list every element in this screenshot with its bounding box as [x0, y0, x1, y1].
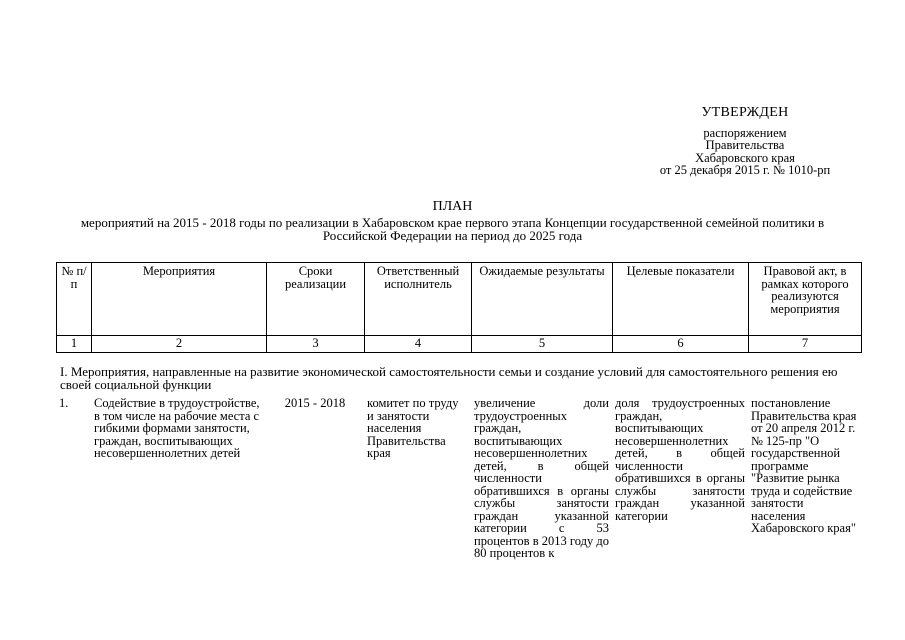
plan-table-header — [56, 262, 862, 353]
column-number: 3 — [267, 336, 365, 353]
column-number: 5 — [472, 336, 613, 353]
plan-table-body — [56, 397, 861, 560]
approval-line: распоряжением — [703, 125, 787, 140]
row-executor: комитет по труду и занятости населения Правительства края — [367, 396, 459, 460]
column-number: 6 — [613, 336, 749, 353]
column-header-legal-act: Правовой акт, в рамках которого реализуются мероприятия — [749, 263, 862, 336]
column-header-period: Сроки реализации — [267, 263, 365, 336]
plan-title: ПЛАН — [432, 199, 473, 214]
column-number: 1 — [57, 336, 92, 353]
table-row — [56, 397, 861, 560]
row-legal-act: постановление Правительства края от 20 апреля 2012 г. № 125-пр "О государственной программе "Развитие рынка труда и содействие занятости населения Хабаровского края" — [751, 396, 857, 535]
section-heading: I. Мероприятия, направленные на развитие экономической самостоятельности семьи и создание условий для самостоятельного решения ею своей социальной функции — [60, 364, 838, 392]
column-numbers-row — [57, 336, 862, 353]
row-indicators: доля трудоустроенных граждан, воспитывающих несовершеннолетних детей, в общей численности обратившихся в органы службы занятости граждан указанной категории — [615, 396, 745, 523]
header-row — [57, 263, 862, 336]
row-activity: Содействие в трудоустройстве, в том числе на рабочие места с гибкими формами занятости, граждан, воспитывающих несовершеннолетних детей — [94, 396, 260, 460]
approval-line: Хабаровского края — [695, 150, 795, 165]
column-number: 2 — [92, 336, 267, 353]
plan-subtitle: мероприятий на 2015 - 2018 годы по реализации в Хабаровском крае первого этапа Концепции государственной семейной политики в Российской Федерации на период до 2025 года — [80, 215, 825, 243]
row-period: 2015 - 2018 — [284, 396, 346, 410]
column-number: 4 — [365, 336, 472, 353]
column-header-results: Ожидаемые результаты — [472, 263, 613, 336]
approval-heading: УТВЕРЖДЕН — [701, 105, 789, 120]
row-results: увеличение доли трудоустроенных граждан, воспитывающих несовершеннолетних детей, в общей численности обратившихся в органы службы занятости граждан указанной категории с 53 процентов в 2013 году до 80 процентов к — [474, 396, 609, 560]
approval-line: Правительства — [705, 138, 785, 152]
column-header-activities: Мероприятия — [92, 263, 267, 336]
column-number: 7 — [749, 336, 862, 353]
column-header-executor: Ответственный исполнитель — [365, 263, 472, 336]
row-number: 1. — [59, 396, 69, 410]
approval-block — [640, 107, 850, 177]
approval-date-line: от 25 декабря 2015 г. № 1010-рп — [659, 163, 831, 177]
column-header-number: № п/п — [57, 263, 92, 336]
column-header-indicators: Целевые показатели — [613, 263, 749, 336]
